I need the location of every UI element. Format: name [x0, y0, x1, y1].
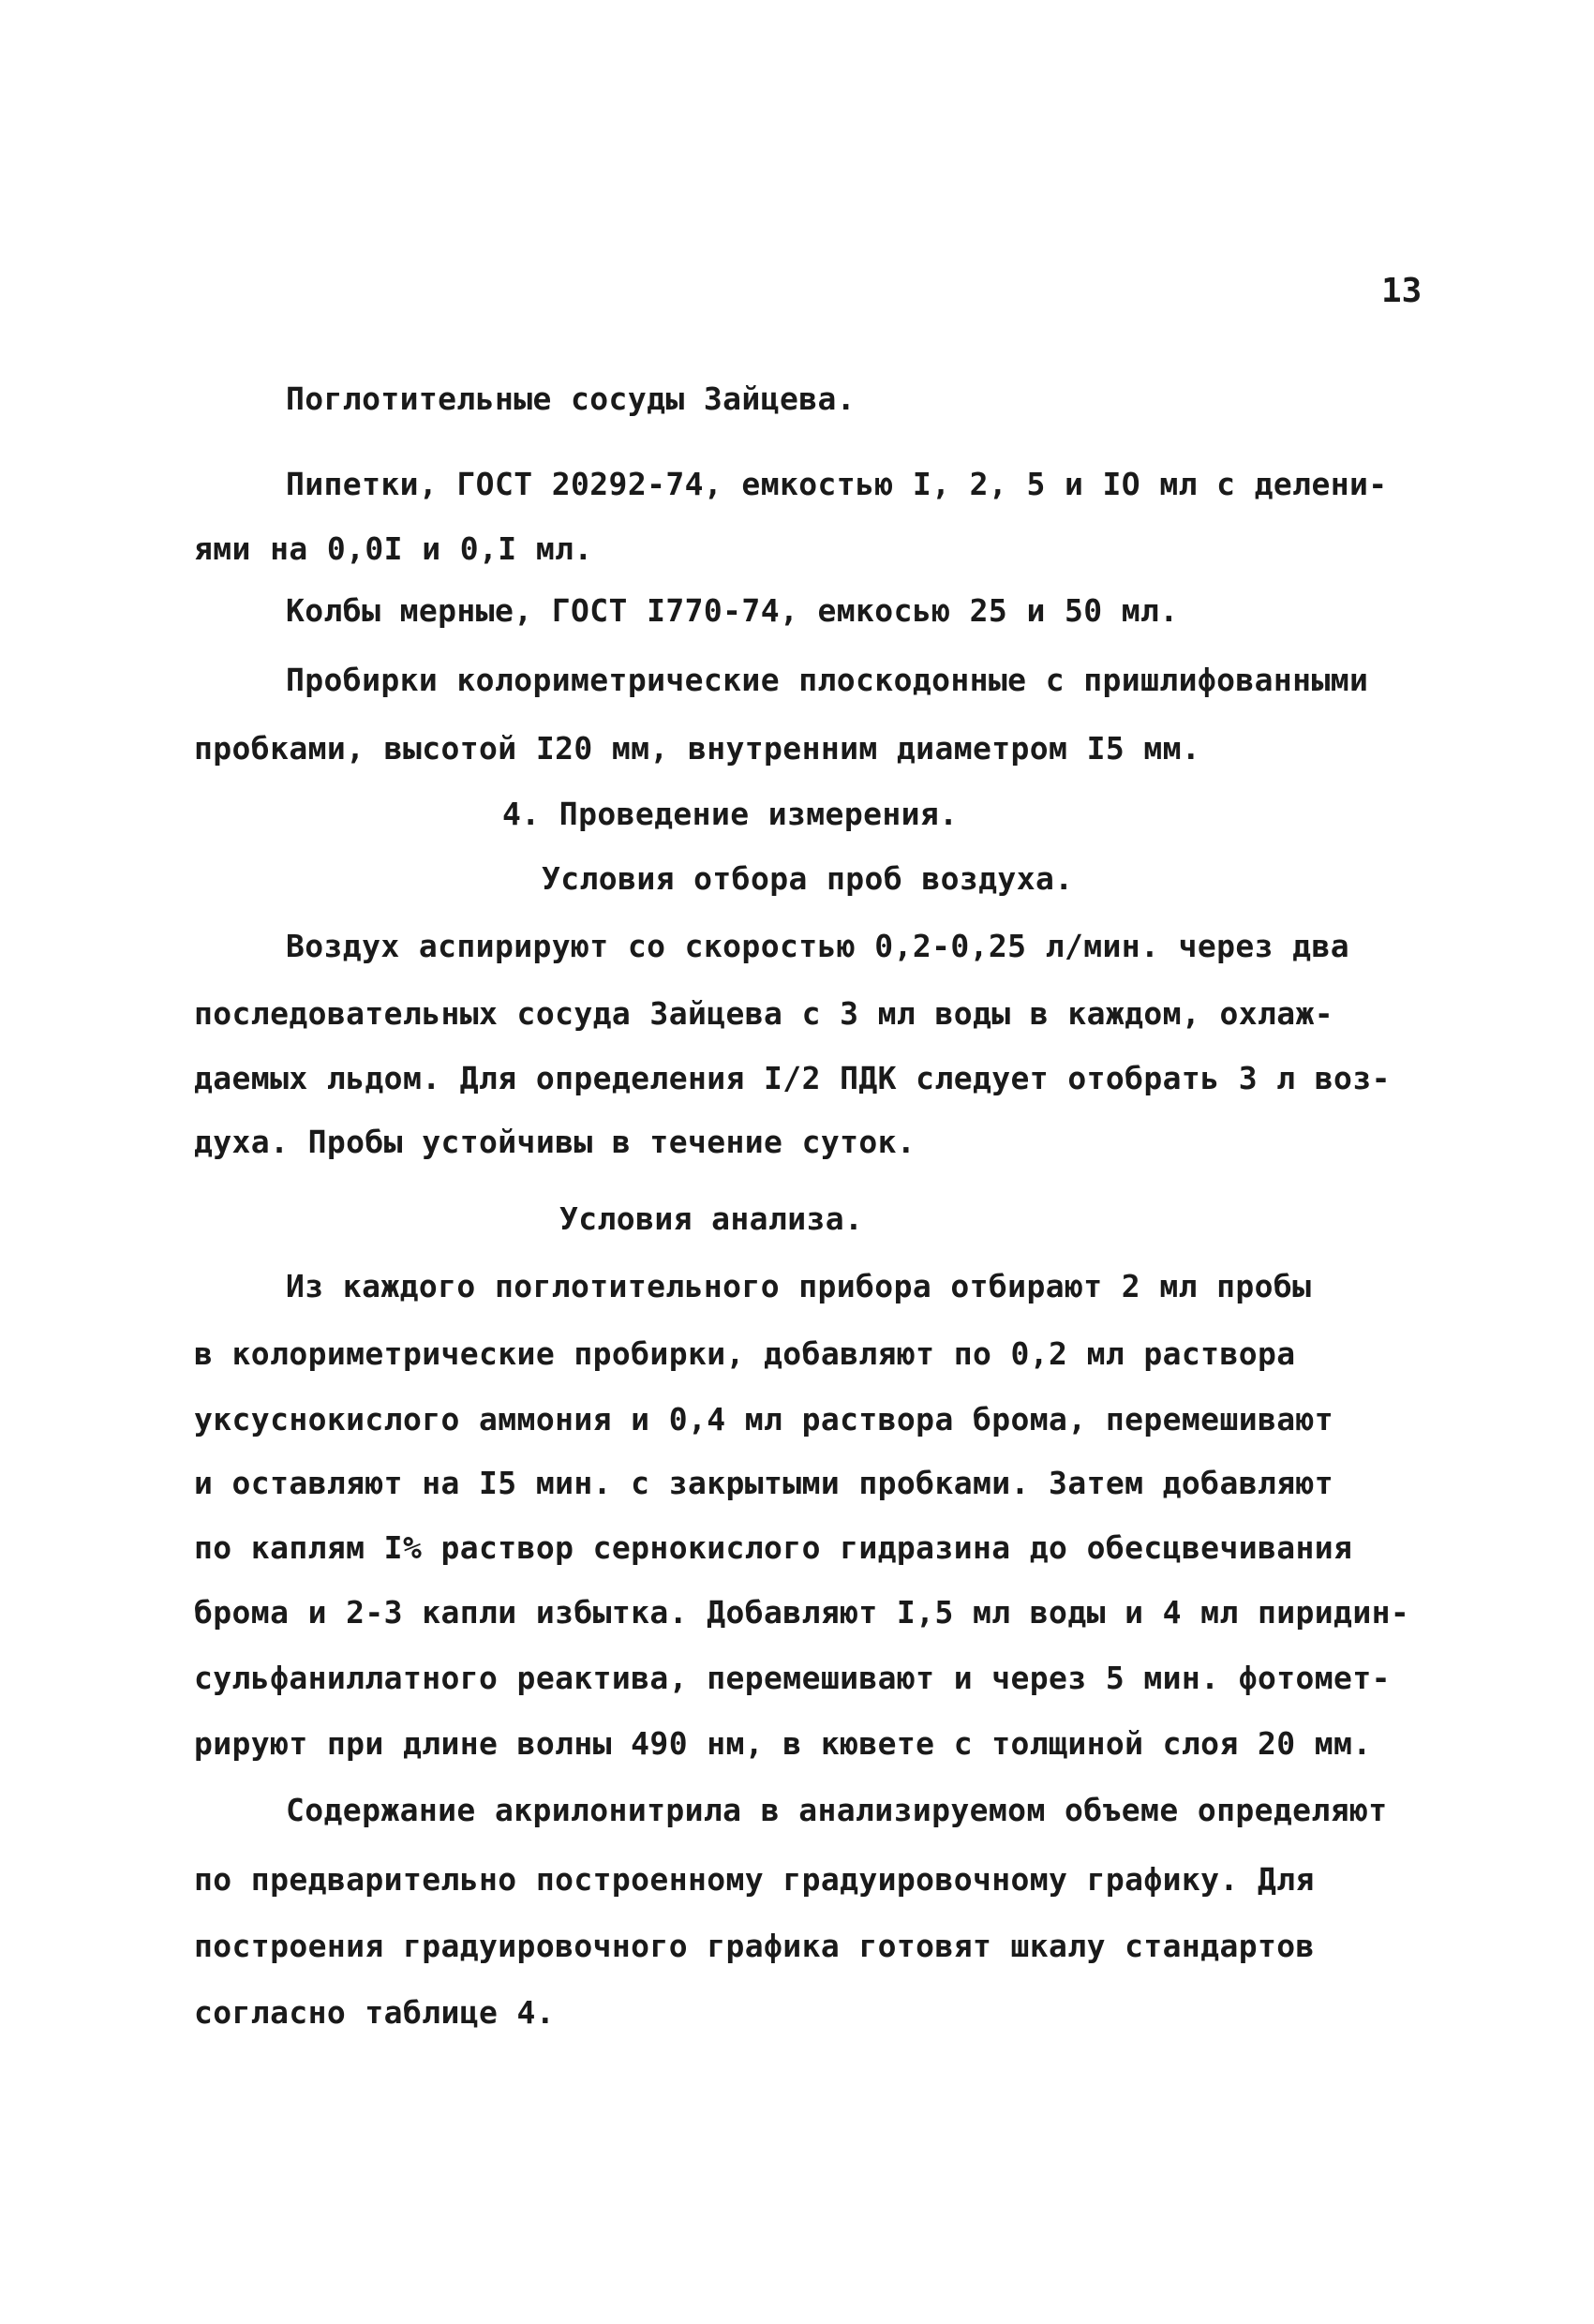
analysis-line-6: брома и 2-3 капли избытка. Добавляют I,5 мл воды и 4 мл пиридин-	[194, 1594, 1410, 1631]
sampling-title: Условия отбора проб воздуха.	[542, 860, 1074, 897]
page-number: 13	[1381, 272, 1423, 310]
pipettes-line-1: Пипетки, ГОСТ 20292-74, емкостью I, 2, 5 и IO мл с делени-	[286, 466, 1388, 502]
analysis-line-3: уксуснокислого аммония и 0,4 мл раствора брома, перемешивают	[194, 1401, 1334, 1438]
content-line-2: по предварительно построенному градуировочному графику. Для	[194, 1861, 1315, 1898]
analysis-line-4: и оставляют на I5 мин. с закрытыми пробками. Затем добавляют	[194, 1465, 1334, 1501]
analysis-line-5: по каплям I% раствор сернокислого гидразина до обесцвечивания	[194, 1529, 1353, 1566]
analysis-line-2: в колориметрические пробирки, добавляют по 0,2 мл раствора	[194, 1335, 1296, 1372]
content-line-1: Содержание акрилонитрила в анализируемом объеме определяют	[286, 1792, 1388, 1828]
analysis-line-1: Из каждого поглотительного прибора отбирают 2 мл пробы	[286, 1268, 1312, 1304]
vessels-line: Поглотительные сосуды Зайцева.	[286, 380, 857, 417]
tubes-line-2: пробками, высотой I20 мм, внутренним диаметром I5 мм.	[194, 730, 1201, 767]
tubes-line-1: Пробирки колориметрические плоскодонные с пришлифованными	[286, 662, 1369, 698]
sampling-line-2: последовательных сосуда Зайцева с 3 мл воды в каждом, охлаж-	[194, 995, 1334, 1032]
flasks-line: Колбы мерные, ГОСТ I770-74, емкосью 25 и 50 мл.	[286, 592, 1179, 629]
sampling-line-3: даемых льдом. Для определения I/2 ПДК следует отобрать 3 л воз-	[194, 1060, 1391, 1096]
sampling-line-1: Воздух аспирируют со скоростью 0,2-0,25 л/мин. через два	[286, 928, 1349, 964]
analysis-title: Условия анализа.	[559, 1200, 864, 1237]
sampling-line-4: духа. Пробы устойчивы в течение суток.	[194, 1124, 916, 1160]
content-line-3: построения градуировочного графика готовят шкалу стандартов	[194, 1928, 1315, 1964]
pipettes-line-2: ями на 0,0I и 0,I мл.	[194, 530, 593, 567]
analysis-line-8: рируют при длине волны 490 нм, в кювете с толщиной слоя 20 мм.	[194, 1725, 1372, 1762]
analysis-line-7: сульфаниллатного реактива, перемешивают и через 5 мин. фотомет-	[194, 1660, 1391, 1696]
content-line-4: согласно таблице 4.	[194, 1994, 556, 2031]
section-title: 4. Проведение измерения.	[502, 796, 959, 832]
